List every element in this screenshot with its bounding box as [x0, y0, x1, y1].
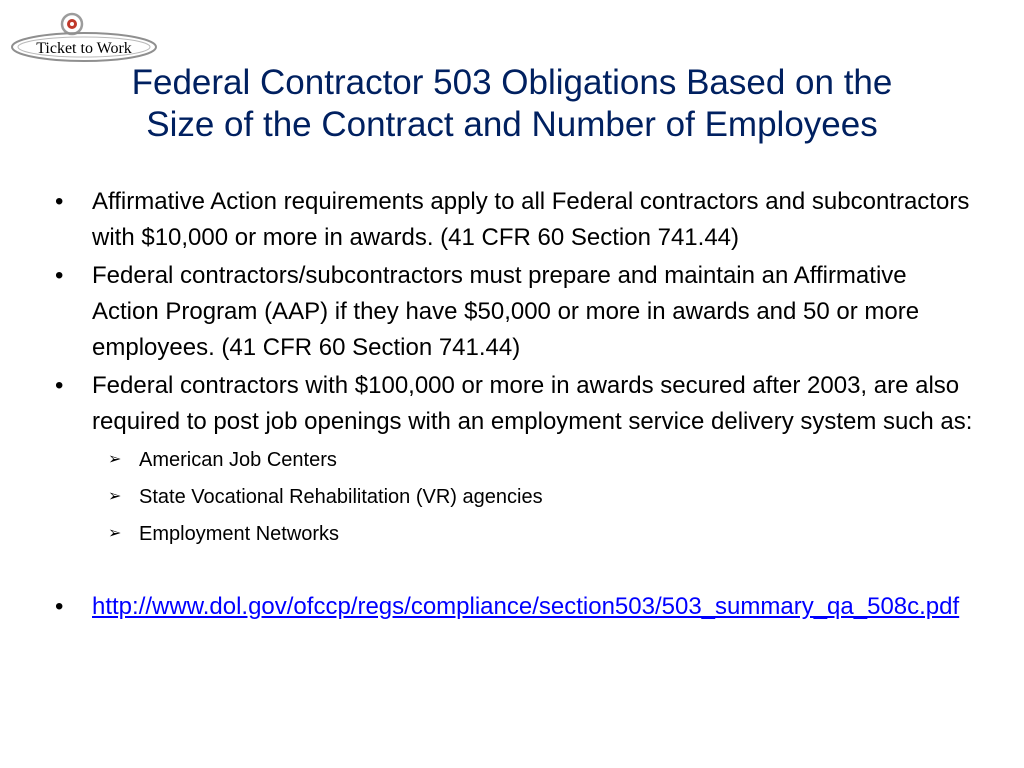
- bullet-icon: •: [55, 593, 64, 620]
- service-system-list: [108, 442, 975, 553]
- sub-list-text: State Vocational Rehabilitation (VR) agencies: [139, 486, 543, 508]
- sub-list-text: Employment Networks: [139, 523, 340, 545]
- sub-list-item: [108, 442, 975, 479]
- bullet-icon: •: [55, 262, 64, 289]
- bullet-text: Federal contractors with $100,000 or more in awards secured after 2003, are also required to post job openings with an employment service delivery system such as:: [92, 372, 973, 435]
- bullet-item-link: [55, 589, 975, 625]
- logo-text: Ticket to Work: [36, 40, 132, 57]
- bullet-item: [55, 184, 975, 256]
- sub-list-item: [108, 479, 975, 516]
- title-line-1: Federal Contractor 503 Obligations Based on the: [131, 63, 893, 102]
- arrow-bullet-icon: ➢: [108, 488, 122, 505]
- spacer: [55, 555, 975, 589]
- ticket-to-work-logo: [10, 8, 162, 70]
- page-title: [40, 62, 984, 146]
- sub-list-text: American Job Centers: [139, 449, 337, 471]
- bullet-text: Federal contractors/subcontractors must prepare and maintain an Affirmative Action Program (AAP) if they have $50,000 or more in awards and 50 or more employees. (41 CFR 60 Section 741.44): [92, 262, 920, 361]
- bullet-icon: •: [55, 188, 64, 215]
- bullet-item: [55, 258, 975, 366]
- bullet-item: [55, 368, 975, 553]
- logo-emblem-icon: [10, 8, 162, 70]
- sub-list-item: [108, 516, 975, 553]
- slide-content: [55, 184, 975, 627]
- bullet-text: Affirmative Action requirements apply to all Federal contractors and subcontractors with $10,000 or more in awards. (41 CFR 60 Section 741.44): [92, 188, 970, 251]
- dol-summary-link[interactable]: http://www.dol.gov/ofccp/regs/compliance/section503/503_summary_qa_508c.pdf: [92, 593, 960, 620]
- title-line-2: Size of the Contract and Number of Employees: [146, 105, 878, 144]
- arrow-bullet-icon: ➢: [108, 525, 122, 542]
- bullet-icon: •: [55, 372, 64, 399]
- arrow-bullet-icon: ➢: [108, 451, 122, 468]
